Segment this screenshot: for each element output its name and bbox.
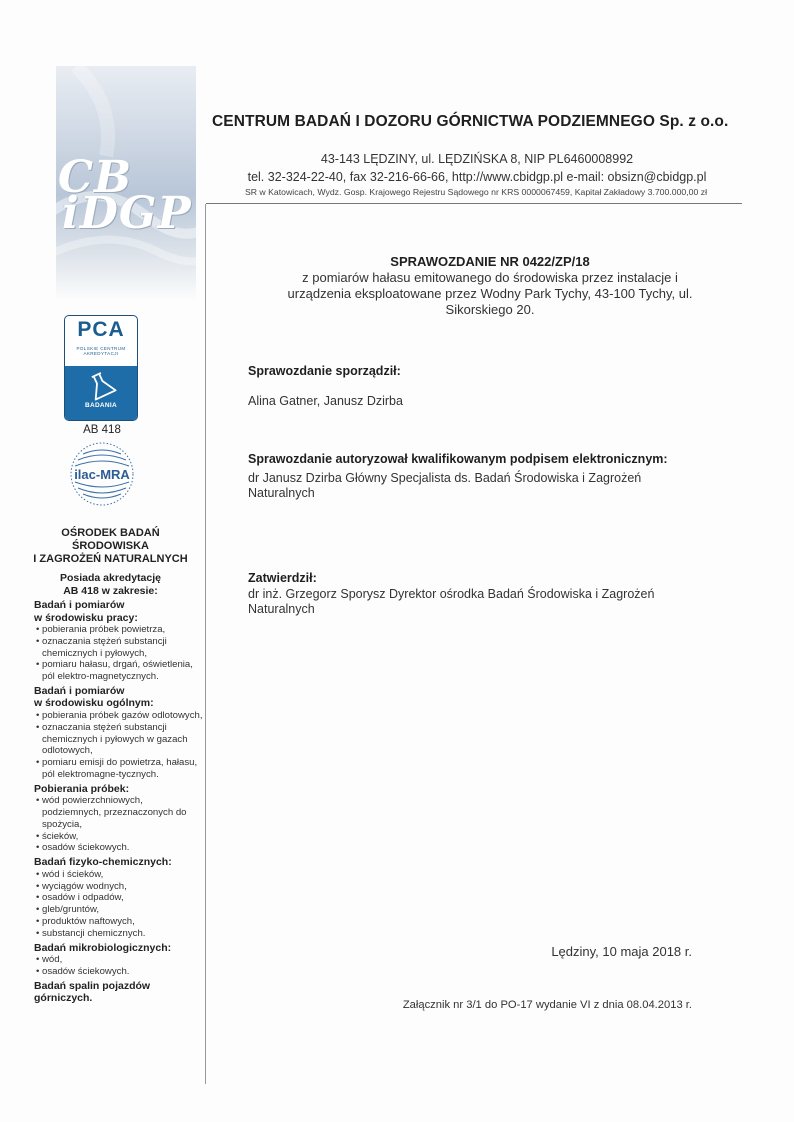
section-title-line: Badań fizyko-chemicznych: <box>34 856 172 869</box>
section-title-line: Badań i pomiarów <box>34 599 125 611</box>
department-line-2: ŚRODOWISKA <box>72 540 149 552</box>
flask-icon <box>65 366 137 402</box>
section-title-physchem <box>34 856 203 869</box>
company-name: CENTRUM BADAŃ I DOZORU GÓRNICTWA PODZIEMNEGO Sp. z o.o. <box>212 113 729 130</box>
section-title-line: Pobierania próbek: <box>34 782 130 795</box>
list-item: • wód i ścieków, <box>34 869 203 881</box>
section-list-environment <box>34 710 203 781</box>
list-item: • produktów naftowych, <box>34 916 203 928</box>
list-item: • pobierania próbek powietrza, <box>34 624 203 636</box>
logo-line-1: CB <box>58 152 133 203</box>
authorized-by-label: Sprawozdanie autoryzował kwalifikowanym podpisem elektronicznym: <box>248 452 668 466</box>
pca-subtitle-line-1: POLSKIE CENTRUM <box>76 346 126 351</box>
list-item: • wyciągów wodnych, <box>34 881 203 893</box>
section-title-line: Badań mikrobiologicznych: <box>34 941 172 954</box>
section-title-line: w środowisku ogólnym: <box>34 697 154 710</box>
accreditation-note-line-1: Posiada akredytację <box>60 572 161 584</box>
section-title-sampling <box>34 783 203 796</box>
company-address: 43-143 LĘDZINY, ul. LĘDZIŃSKA 8, NIP PL6460008992 <box>320 152 634 166</box>
authorized-by-value: dr Janusz Dzirba Główny Specjalista ds. Badań Środowiska i Zagrożeń Naturalnych <box>248 471 642 500</box>
section-title-line: górniczych. <box>34 992 93 1005</box>
ilac-mra-text: ilac-MRA <box>74 467 130 482</box>
pca-blue-panel <box>65 366 137 420</box>
list-item: • substancji chemicznych. <box>34 928 203 940</box>
section-list-microbio <box>34 954 203 978</box>
company-contact: tel. 32-324-22-40, fax 32-216-66-66, http://www.cbidgp.pl e-mail: obsizn@cbidgp.pl <box>247 170 707 184</box>
section-list-workplace <box>34 624 203 683</box>
left-info-column <box>18 527 203 1005</box>
section-list-physchem <box>34 869 203 940</box>
list-item: • oznaczania stężeń substancji chemicznych i pyłowych, <box>34 636 203 660</box>
list-item: • osadów ściekowych. <box>34 966 203 978</box>
list-item: • pobierania próbek gazów odlotowych, <box>34 710 203 722</box>
list-item: • gleb/gruntów, <box>34 904 203 916</box>
header-divider <box>206 203 742 204</box>
section-title-microbio <box>34 942 203 955</box>
approved-by-label: Zatwierdził: <box>248 571 317 585</box>
accreditation-note <box>18 572 203 597</box>
section-title-exhaust <box>34 980 203 1005</box>
company-logo <box>56 66 196 301</box>
ilac-mra-logo <box>64 438 140 510</box>
list-item: • wód, <box>34 954 203 966</box>
section-title-workplace <box>34 599 203 624</box>
list-item: • pomiaru emisji do powietrza, hałasu, pól elektromagne-tycznych. <box>34 757 203 781</box>
department-name <box>18 527 203 566</box>
pca-subtitle-line-2: AKREDYTACJI <box>83 351 119 356</box>
list-item: • osadów ściekowych. <box>34 842 203 854</box>
ilac-globe-icon <box>64 438 140 510</box>
list-item: • pomiaru hałasu, drgań, oświetlenia, pól elektro-magnetycznych. <box>34 659 203 683</box>
section-list-sampling <box>34 795 203 854</box>
list-item: • wód powierzchniowych, podziemnych, przeznaczonych do spożycia, <box>34 795 203 830</box>
report-title: SPRAWOZDANIE NR 0422/ZP/18 <box>390 254 590 269</box>
place-and-date: Lędziny, 10 maja 2018 r. <box>551 944 692 959</box>
column-divider <box>205 204 206 1084</box>
section-title-environment <box>34 685 203 710</box>
pca-badge-label: BADANIA <box>84 402 118 409</box>
accreditation-note-line-2: AB 418 w zakresie: <box>63 584 158 597</box>
department-line-1: OŚRODEK BADAŃ <box>61 527 160 539</box>
section-title-line: w środowisku pracy: <box>34 611 138 624</box>
pca-subtitle <box>65 346 137 356</box>
annex-note: Załącznik nr 3/1 do PO-17 wydanie VI z dnia 08.04.2013 r. <box>402 999 692 1011</box>
logo-line-2: iDGP <box>62 188 192 239</box>
prepared-by-label: Sprawozdanie sporządził: <box>248 364 401 378</box>
report-description: z pomiarów hałasu emitowanego do środowiska przez instalacje i urządzenia eksploatowane przez Wodny Park Tychy, 43-100 Tychy, ul. Sikorskiego 20. <box>287 270 693 317</box>
approved-by-value: dr inż. Grzegorz Sporysz Dyrektor ośrodka Badań Środowiska i Zagrożeń Naturalnych <box>248 587 655 616</box>
section-title-line: Badań spalin pojazdów <box>34 979 151 992</box>
list-item: • ścieków, <box>34 831 203 843</box>
company-registry: SR w Katowicach, Wydz. Gosp. Krajowego Rejestru Sądowego nr KRS 0000067459, Kapitał Zakładowy 3.700.000,00 zł <box>244 187 708 197</box>
department-line-3: I ZAGROŻEŃ NATURALNYCH <box>33 553 188 565</box>
pca-title: PCA <box>77 318 125 341</box>
pca-accreditation-badge <box>64 315 138 421</box>
list-item: • osadów i odpadów, <box>34 892 203 904</box>
accreditation-number: AB 418 <box>83 424 121 436</box>
prepared-by-value: Alina Gatner, Janusz Dzirba <box>248 394 403 408</box>
section-title-line: Badań i pomiarów <box>34 684 125 697</box>
list-item: • oznaczania stężeń substancji chemicznych i pyłowych w gazach odlotowych, <box>34 722 203 757</box>
